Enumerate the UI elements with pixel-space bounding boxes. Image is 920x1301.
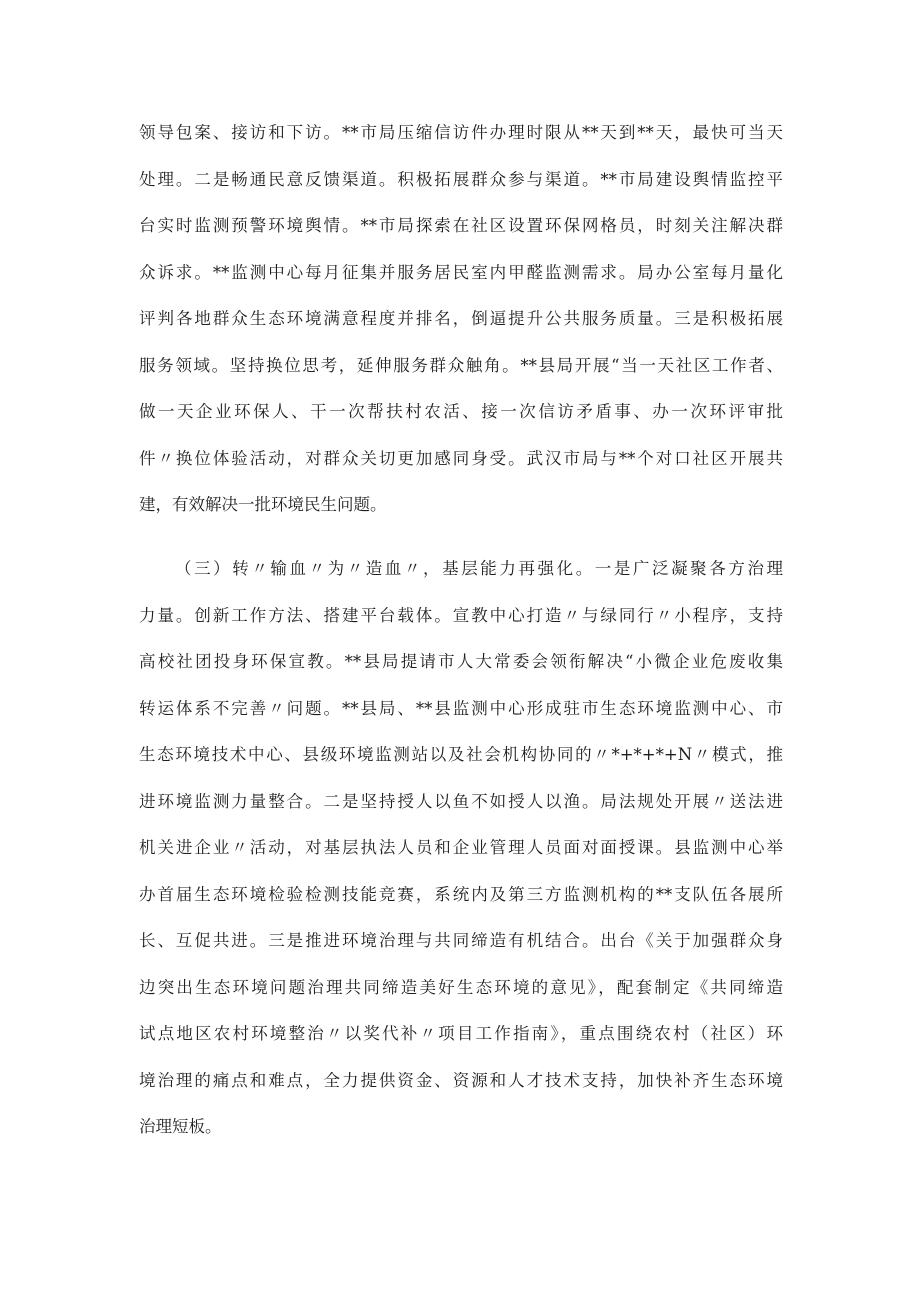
paragraph-line: 试点地区农村环境整治〃以奖代补〃项目工作指南》，重点围绕农村（社区）环 [139,1024,783,1043]
paragraph-line: 做一天企业环保人、干一次帮扶村农活、接一次信访矛盾事、办一次环评审批 [139,402,783,421]
paragraph-line: 服务领域。坚持换位思考，延伸服务群众触角。**县局开展“当一天社区工作者、 [139,355,783,375]
paragraph-line: 处理。二是畅通民意反馈渠道。积极拓展群众参与渠道。**市局建设舆情监控平 [139,169,783,189]
paragraph-line: 生态环境技术中心、县级环境监测站以及社会机构协同的〃*+*+*+N〃模式，推 [139,745,783,764]
paragraph-line: 领导包案、接访和下访。**市局压缩信访件办理时限从**天到**天，最快可当天 [139,123,783,142]
paragraph-heading-line: （三）转〃输血〃为〃造血〃，基层能力再强化。一是广泛凝聚各方治理 [175,559,783,578]
paragraph-line: 众诉求。**监测中心每月征集并服务居民室内甲醛监测需求。局办公室每月量化 [139,262,783,282]
paragraph-line: 力量。创新工作方法、搭建平台载体。宣教中心打造〃与绿同行〃小程序，支持 [139,605,783,625]
paragraph-line: 进环境监测力量整合。二是坚持授人以鱼不如授人以渔。局法规处开展〃送法进 [139,791,783,811]
paragraph-line: 评判各地群众生态环境满意程度并排名，倒逼提升公共服务质量。三是积极拓展 [139,309,783,328]
paragraph-line: 件〃换位体验活动，对群众关切更加感同身受。武汉市局与**个对口社区开展共 [139,448,783,468]
paragraph-line: 台实时监测预警环境舆情。**市局探索在社区设置环保网格员，时刻关注解决群 [139,216,783,235]
paragraph-1 [139,110,783,529]
paragraph-line: 机关进企业〃活动，对基层执法人员和企业管理人员面对面授课。县监测中心举 [139,838,783,857]
paragraph-line: 境治理的痛点和难点，全力提供资金、资源和人才技术支持，加快补齐生态环境 [139,1070,783,1090]
paragraph-line: 转运体系不完善〃问题。**县局、**县监测中心形成驻市生态环境监测中心、市 [139,698,783,718]
paragraph-line: 高校社团投身环保宣教。**县局提请市人大常委会领衔解决“小微企业危废收集 [139,652,783,671]
paragraph-line: 边突出生态环境问题治理共同缔造美好生态环境的意见》，配套制定《共同缔造 [139,977,783,997]
paragraph-2 [139,546,783,1151]
paragraph-line: 治理短板。 [139,1117,222,1136]
paragraph-line: 建，有效解决一批环境民生问题。 [139,495,387,514]
paragraph-line: 办首届生态环境检验检测技能竞赛，系统内及第三方监测机构的**支队伍各展所 [139,884,783,904]
paragraph-line: 长、互促共进。三是推进环境治理与共同缔造有机结合。出台《关于加强群众身 [139,931,783,950]
